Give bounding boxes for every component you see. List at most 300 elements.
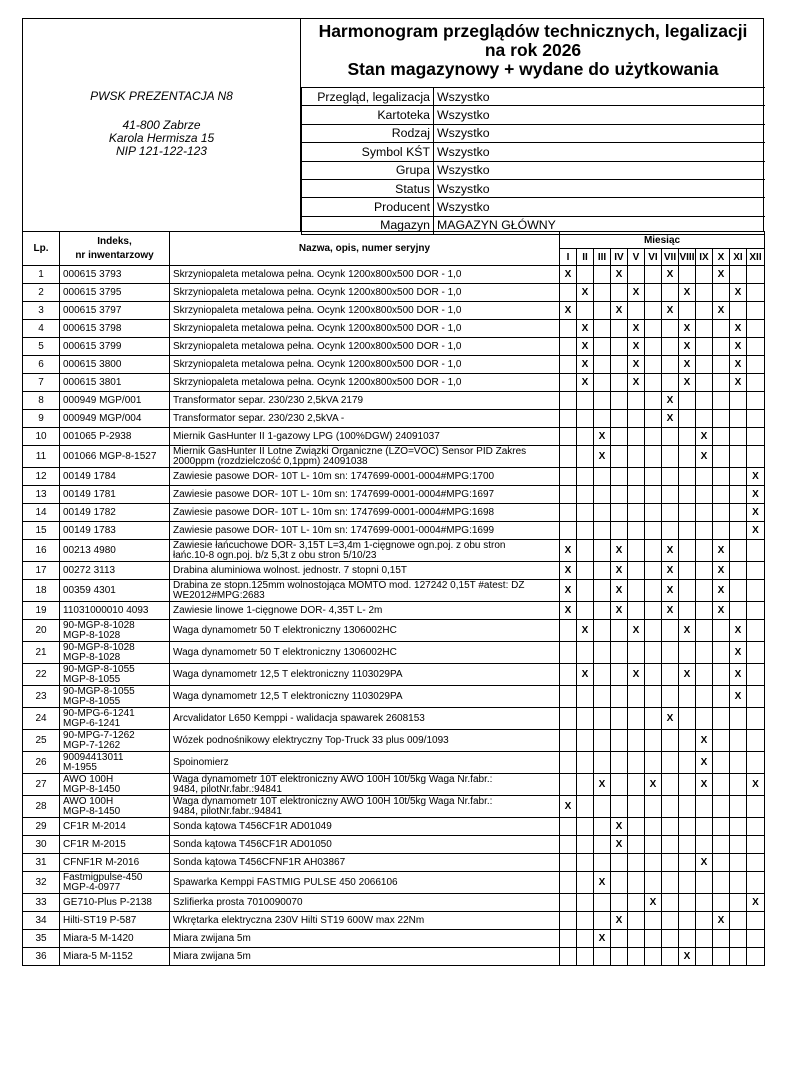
- month-cell: [645, 446, 662, 468]
- month-cell: [662, 894, 679, 912]
- month-cell: [560, 468, 577, 486]
- month-cell: [679, 912, 696, 930]
- month-cell-marked: X: [679, 338, 696, 356]
- month-cell: [560, 930, 577, 948]
- month-cell-marked: X: [679, 948, 696, 966]
- row-index: 90-MGP-8-1055 MGP-8-1055: [60, 686, 170, 708]
- month-cell: [645, 642, 662, 664]
- month-cell-marked: X: [662, 410, 679, 428]
- month-cell: [747, 912, 765, 930]
- month-cell: [679, 854, 696, 872]
- filter-value: MAGAZYN GŁÓWNY: [434, 216, 766, 234]
- table-row: [23, 580, 765, 602]
- month-cell: [560, 894, 577, 912]
- table-row: [23, 540, 765, 562]
- month-cell: [696, 504, 713, 522]
- month-cell: [577, 540, 594, 562]
- month-cell-marked: X: [662, 562, 679, 580]
- month-cell: [679, 602, 696, 620]
- table-row: [23, 796, 765, 818]
- row-name: Szlifierka prosta 7010090070: [170, 894, 560, 912]
- month-cell: [747, 642, 765, 664]
- month-cell: [628, 602, 645, 620]
- row-index: 000615 3797: [60, 302, 170, 320]
- row-index: 001065 P-2938: [60, 428, 170, 446]
- col-header-month: XI: [730, 249, 747, 266]
- month-cell: [747, 872, 765, 894]
- company-block: [23, 19, 301, 231]
- month-cell: [645, 522, 662, 540]
- month-cell: [628, 708, 645, 730]
- month-cell: [696, 374, 713, 392]
- month-cell-marked: X: [730, 642, 747, 664]
- row-lp: 16: [23, 540, 60, 562]
- month-cell: [679, 752, 696, 774]
- month-cell: [730, 602, 747, 620]
- company-address-line: NIP 121-122-123: [116, 144, 207, 158]
- month-cell-marked: X: [645, 894, 662, 912]
- month-cell-marked: X: [679, 356, 696, 374]
- col-header-lp: Lp.: [23, 232, 60, 266]
- month-cell-marked: X: [594, 428, 611, 446]
- month-cell: [577, 836, 594, 854]
- month-cell: [730, 266, 747, 284]
- filter-row: [302, 216, 766, 234]
- month-cell: [730, 562, 747, 580]
- month-cell: [645, 540, 662, 562]
- month-cell-marked: X: [696, 752, 713, 774]
- month-cell: [611, 620, 628, 642]
- month-cell: [645, 504, 662, 522]
- month-cell: [594, 374, 611, 392]
- row-name: Skrzyniopaleta metalowa pełna. Ocynk 1200x800x500 DOR - 1,0: [170, 374, 560, 392]
- month-cell: [645, 620, 662, 642]
- title-line: Stan magazynowy + wydane do użytkowania: [347, 59, 719, 79]
- schedule-table: [22, 231, 765, 966]
- month-cell: [696, 468, 713, 486]
- row-lp: 4: [23, 320, 60, 338]
- table-row: [23, 930, 765, 948]
- table-row: [23, 664, 765, 686]
- month-cell: [628, 540, 645, 562]
- month-cell: [611, 486, 628, 504]
- month-cell: [662, 796, 679, 818]
- month-cell: [577, 708, 594, 730]
- month-cell: [577, 948, 594, 966]
- month-cell: [560, 620, 577, 642]
- month-cell: [730, 302, 747, 320]
- month-cell: [713, 410, 730, 428]
- month-cell-marked: X: [560, 302, 577, 320]
- month-cell: [713, 428, 730, 446]
- month-cell: [662, 486, 679, 504]
- table-row: [23, 562, 765, 580]
- month-cell: [679, 392, 696, 410]
- table-row: [23, 468, 765, 486]
- month-cell: [628, 796, 645, 818]
- filter-value: Wszystko: [434, 143, 766, 161]
- month-cell: [662, 664, 679, 686]
- month-cell-marked: X: [594, 872, 611, 894]
- month-cell: [730, 912, 747, 930]
- month-cell: [611, 446, 628, 468]
- month-cell: [594, 818, 611, 836]
- table-row: [23, 338, 765, 356]
- row-index: 000949 MGP/001: [60, 392, 170, 410]
- month-cell: [696, 836, 713, 854]
- month-cell: [747, 580, 765, 602]
- month-cell: [713, 356, 730, 374]
- month-cell: [628, 930, 645, 948]
- month-cell: [662, 468, 679, 486]
- month-cell: [747, 302, 765, 320]
- month-cell-marked: X: [747, 486, 765, 504]
- month-cell: [662, 620, 679, 642]
- company-name: PWSK PREZENTACJA N8: [90, 89, 233, 103]
- month-cell: [696, 522, 713, 540]
- month-cell: [696, 708, 713, 730]
- month-cell: [645, 338, 662, 356]
- filter-row: [302, 143, 766, 161]
- month-cell: [696, 620, 713, 642]
- filter-row: [302, 124, 766, 142]
- row-lp: 25: [23, 730, 60, 752]
- month-cell: [662, 504, 679, 522]
- row-name: Miernik GasHunter II Lotne Związki Organiczne (LZO=VOC) Sensor PID Zakres 2000ppm (rozdzielczość 0,1ppm) 24091038: [170, 446, 560, 468]
- month-cell: [696, 320, 713, 338]
- month-cell: [713, 620, 730, 642]
- row-name: Miara zwijana 5m: [170, 930, 560, 948]
- month-cell: [611, 284, 628, 302]
- row-lp: 21: [23, 642, 60, 664]
- month-cell: [594, 580, 611, 602]
- filter-value: Wszystko: [434, 161, 766, 179]
- month-cell: [747, 320, 765, 338]
- month-cell-marked: X: [594, 774, 611, 796]
- month-cell: [628, 392, 645, 410]
- month-cell-marked: X: [628, 374, 645, 392]
- month-cell-marked: X: [560, 602, 577, 620]
- row-lp: 22: [23, 664, 60, 686]
- month-cell: [594, 686, 611, 708]
- month-cell: [560, 374, 577, 392]
- month-cell-marked: X: [730, 284, 747, 302]
- month-cell: [594, 620, 611, 642]
- table-row: [23, 836, 765, 854]
- table-row: [23, 912, 765, 930]
- month-cell: [611, 410, 628, 428]
- row-index: 000615 3798: [60, 320, 170, 338]
- table-row: [23, 410, 765, 428]
- month-cell: [696, 540, 713, 562]
- month-cell: [560, 774, 577, 796]
- row-index: Hilti-ST19 P-587: [60, 912, 170, 930]
- month-cell: [645, 266, 662, 284]
- month-cell-marked: X: [679, 664, 696, 686]
- month-cell: [560, 446, 577, 468]
- month-cell: [577, 602, 594, 620]
- month-cell: [628, 836, 645, 854]
- month-cell-marked: X: [577, 374, 594, 392]
- month-cell: [594, 320, 611, 338]
- month-cell-marked: X: [747, 504, 765, 522]
- month-cell: [713, 504, 730, 522]
- month-cell: [560, 428, 577, 446]
- month-cell: [662, 686, 679, 708]
- col-header-month: IX: [696, 249, 713, 266]
- month-cell: [645, 356, 662, 374]
- month-cell: [594, 504, 611, 522]
- table-row: [23, 708, 765, 730]
- row-lp: 35: [23, 930, 60, 948]
- month-cell: [577, 686, 594, 708]
- row-name: Skrzyniopaleta metalowa pełna. Ocynk 1200x800x500 DOR - 1,0: [170, 338, 560, 356]
- row-index: 00213 4980: [60, 540, 170, 562]
- month-cell: [611, 356, 628, 374]
- row-name: Waga dynamometr 12,5 T elektroniczny 1103029PA: [170, 664, 560, 686]
- month-cell: [611, 796, 628, 818]
- month-cell: [730, 752, 747, 774]
- month-cell-marked: X: [628, 664, 645, 686]
- month-cell: [594, 730, 611, 752]
- month-cell: [730, 446, 747, 468]
- table-row: [23, 642, 765, 664]
- month-cell: [594, 562, 611, 580]
- filter-row: [302, 161, 766, 179]
- month-cell: [679, 708, 696, 730]
- month-cell: [611, 730, 628, 752]
- row-name: Sonda kątowa T456CF1R AD01050: [170, 836, 560, 854]
- row-index: 00149 1781: [60, 486, 170, 504]
- month-cell: [628, 774, 645, 796]
- month-cell: [560, 912, 577, 930]
- row-name: Arcvalidator L650 Kemppi - walidacja spawarek 2608153: [170, 708, 560, 730]
- month-cell: [713, 486, 730, 504]
- month-cell: [560, 730, 577, 752]
- month-cell: [577, 872, 594, 894]
- month-cell: [713, 836, 730, 854]
- row-lp: 32: [23, 872, 60, 894]
- filter-row: [302, 88, 766, 106]
- month-cell: [747, 428, 765, 446]
- row-lp: 24: [23, 708, 60, 730]
- row-lp: 23: [23, 686, 60, 708]
- row-lp: 11: [23, 446, 60, 468]
- filter-row: [302, 198, 766, 216]
- row-name: Waga dynamometr 50 T elektroniczny 1306002HC: [170, 620, 560, 642]
- month-cell: [696, 796, 713, 818]
- month-cell: [696, 894, 713, 912]
- month-cell-marked: X: [730, 374, 747, 392]
- row-index: 000949 MGP/004: [60, 410, 170, 428]
- row-name: Zawiesie linowe 1-cięgnowe DOR- 4,35T L- 2m: [170, 602, 560, 620]
- row-name: Transformator separ. 230/230 2,5kVA -: [170, 410, 560, 428]
- table-row: [23, 686, 765, 708]
- row-name: Spoinomierz: [170, 752, 560, 774]
- table-row: [23, 446, 765, 468]
- month-cell-marked: X: [611, 818, 628, 836]
- row-name: Zawiesie łańcuchowe DOR- 3,15T L=3,4m 1-cięgnowe ogn.poj. z obu stron łańc.10-8 ogn.poj. b/z 5,3t z obu stron 5/10/23: [170, 540, 560, 562]
- month-cell: [577, 912, 594, 930]
- month-cell: [662, 374, 679, 392]
- month-cell: [679, 266, 696, 284]
- month-cell: [696, 302, 713, 320]
- month-cell: [594, 752, 611, 774]
- month-cell: [577, 854, 594, 872]
- month-cell: [645, 664, 662, 686]
- month-cell: [713, 730, 730, 752]
- month-cell: [747, 730, 765, 752]
- month-cell-marked: X: [730, 356, 747, 374]
- month-cell: [560, 686, 577, 708]
- month-cell: [594, 356, 611, 374]
- month-cell: [662, 284, 679, 302]
- month-cell-marked: X: [611, 266, 628, 284]
- month-cell-marked: X: [662, 580, 679, 602]
- row-index: AWO 100H MGP-8-1450: [60, 796, 170, 818]
- month-cell-marked: X: [560, 562, 577, 580]
- month-cell: [679, 540, 696, 562]
- month-cell: [662, 642, 679, 664]
- month-cell: [594, 284, 611, 302]
- company-address-line: 41-800 Zabrze: [122, 118, 201, 132]
- month-cell: [747, 708, 765, 730]
- row-lp: 26: [23, 752, 60, 774]
- table-row: [23, 872, 765, 894]
- month-cell: [747, 356, 765, 374]
- month-cell: [560, 818, 577, 836]
- row-name: Zawiesie pasowe DOR- 10T L- 10m sn: 1747699-0001-0004#MPG:1699: [170, 522, 560, 540]
- month-cell-marked: X: [679, 284, 696, 302]
- month-cell-marked: X: [560, 266, 577, 284]
- month-cell: [560, 522, 577, 540]
- row-name: Miernik GasHunter II 1-gazowy LPG (100%DGW) 24091037: [170, 428, 560, 446]
- row-index: 000615 3795: [60, 284, 170, 302]
- filter-label: Kartoteka: [302, 106, 434, 124]
- month-cell: [747, 446, 765, 468]
- month-cell: [747, 836, 765, 854]
- month-cell: [747, 374, 765, 392]
- month-cell: [645, 752, 662, 774]
- table-row: [23, 374, 765, 392]
- month-cell: [560, 356, 577, 374]
- col-header-month: IV: [611, 249, 628, 266]
- month-cell: [594, 836, 611, 854]
- month-cell: [696, 818, 713, 836]
- row-lp: 5: [23, 338, 60, 356]
- month-cell: [679, 774, 696, 796]
- row-index: 11031000010 4093: [60, 602, 170, 620]
- month-cell: [645, 854, 662, 872]
- month-cell: [577, 796, 594, 818]
- row-index: CFNF1R M-2016: [60, 854, 170, 872]
- document-header: [22, 18, 764, 231]
- month-cell: [713, 642, 730, 664]
- month-cell-marked: X: [747, 774, 765, 796]
- month-cell: [611, 392, 628, 410]
- filter-table: [301, 87, 765, 235]
- month-cell: [662, 522, 679, 540]
- month-cell: [594, 522, 611, 540]
- month-cell-marked: X: [713, 580, 730, 602]
- row-index: GE710-Plus P-2138: [60, 894, 170, 912]
- month-cell: [577, 486, 594, 504]
- month-cell: [662, 854, 679, 872]
- row-name: Waga dynamometr 50 T elektroniczny 1306002HC: [170, 642, 560, 664]
- row-index: Miara-5 M-1420: [60, 930, 170, 948]
- month-cell: [560, 338, 577, 356]
- month-cell: [628, 302, 645, 320]
- col-header-month: II: [577, 249, 594, 266]
- month-cell: [611, 374, 628, 392]
- month-cell-marked: X: [662, 602, 679, 620]
- month-cell: [679, 730, 696, 752]
- month-cell: [645, 730, 662, 752]
- month-cell: [560, 872, 577, 894]
- month-cell: [730, 486, 747, 504]
- row-lp: 29: [23, 818, 60, 836]
- row-name: Skrzyniopaleta metalowa pełna. Ocynk 1200x800x500 DOR - 1,0: [170, 302, 560, 320]
- filter-value: Wszystko: [434, 179, 766, 197]
- month-cell: [713, 752, 730, 774]
- month-cell: [747, 664, 765, 686]
- month-cell: [611, 320, 628, 338]
- company-address-line: Karola Hermisza 15: [108, 131, 215, 145]
- row-index: 000615 3799: [60, 338, 170, 356]
- row-lp: 14: [23, 504, 60, 522]
- month-cell: [645, 602, 662, 620]
- month-cell: [662, 948, 679, 966]
- month-cell-marked: X: [628, 620, 645, 642]
- month-cell: [594, 410, 611, 428]
- month-cell: [713, 392, 730, 410]
- month-cell: [645, 796, 662, 818]
- month-cell: [611, 664, 628, 686]
- month-cell: [594, 912, 611, 930]
- row-name: Zawiesie pasowe DOR- 10T L- 10m sn: 1747699-0001-0004#MPG:1700: [170, 468, 560, 486]
- month-cell: [577, 580, 594, 602]
- month-cell: [696, 580, 713, 602]
- month-cell: [662, 356, 679, 374]
- table-row: [23, 948, 765, 966]
- row-name: Transformator separ. 230/230 2,5kVA 2179: [170, 392, 560, 410]
- row-lp: 15: [23, 522, 60, 540]
- month-cell: [645, 686, 662, 708]
- month-cell: [696, 642, 713, 664]
- month-cell: [730, 796, 747, 818]
- filter-label: Przegląd, legalizacja: [302, 88, 434, 106]
- filter-label: Symbol KŚT: [302, 143, 434, 161]
- month-cell: [645, 410, 662, 428]
- month-cell: [662, 752, 679, 774]
- row-index: CF1R M-2014: [60, 818, 170, 836]
- table-row: [23, 486, 765, 504]
- month-cell: [713, 818, 730, 836]
- month-cell-marked: X: [730, 664, 747, 686]
- month-cell: [577, 504, 594, 522]
- month-cell: [747, 930, 765, 948]
- row-index: AWO 100H MGP-8-1450: [60, 774, 170, 796]
- month-cell: [713, 774, 730, 796]
- row-name: Waga dynamometr 10T elektroniczny AWO 100H 10t/5kg Waga Nr.fabr.: 9484, pilotNr.fabr.:94841: [170, 796, 560, 818]
- month-cell: [747, 392, 765, 410]
- month-cell: [713, 374, 730, 392]
- month-cell: [645, 580, 662, 602]
- month-cell: [594, 602, 611, 620]
- table-row: [23, 522, 765, 540]
- document-title: [301, 19, 765, 87]
- month-cell-marked: X: [560, 540, 577, 562]
